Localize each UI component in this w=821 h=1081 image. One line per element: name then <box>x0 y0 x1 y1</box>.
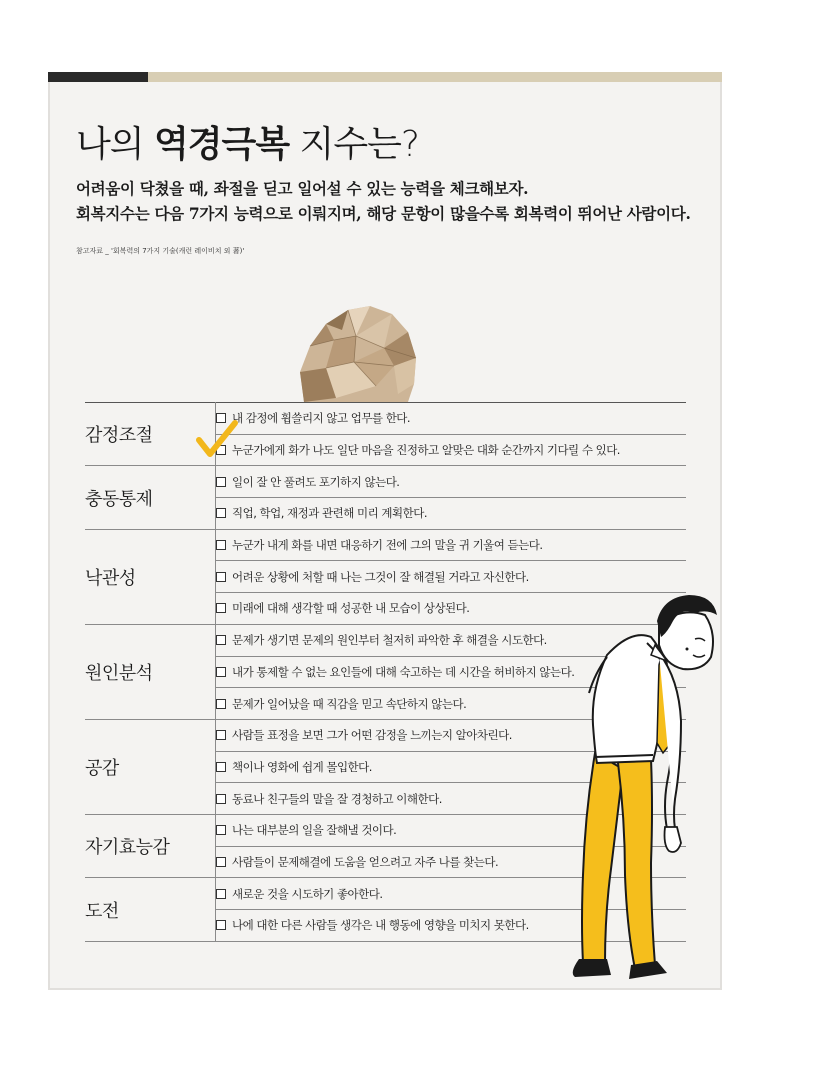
checkbox-icon[interactable] <box>216 699 226 709</box>
category-label: 자기효능감 <box>85 814 216 877</box>
tired-man-illustration <box>555 593 725 985</box>
checkbox-icon[interactable] <box>216 508 226 518</box>
checkbox-icon[interactable] <box>216 889 226 899</box>
checklist-row <box>85 529 686 561</box>
category-label: 도전 <box>85 878 216 941</box>
checklist-item-text: 새로운 것을 시도하기 좋아한다. <box>232 886 383 901</box>
checklist-item <box>216 434 687 466</box>
checklist-item-text: 나는 대부분의 일을 잘해낼 것이다. <box>232 823 397 838</box>
checkbox-icon[interactable] <box>216 730 226 740</box>
checkbox-icon[interactable] <box>216 825 226 835</box>
checklist-item-text: 일이 잘 안 풀려도 포기하지 않는다. <box>232 474 400 489</box>
checklist-item-text: 책이나 영화에 쉽게 몰입한다. <box>232 759 372 774</box>
checkbox-icon[interactable] <box>216 920 226 930</box>
accent-bar-dark <box>48 72 148 82</box>
checklist-item-text: 내가 통제할 수 없는 요인들에 대해 숙고하는 데 시간을 허비하지 않는다. <box>232 664 575 679</box>
category-label: 공감 <box>85 719 216 814</box>
checkmark-icon <box>196 420 238 458</box>
category-label: 낙관성 <box>85 529 216 624</box>
checkbox-icon[interactable] <box>216 635 226 645</box>
checklist-item-text: 나에 대한 다른 사람들 생각은 내 행동에 영향을 미치지 못한다. <box>232 918 529 933</box>
checklist-item <box>216 403 687 435</box>
checklist-item-text: 어려운 상황에 처할 때 나는 그것이 잘 해결될 거라고 자신한다. <box>232 569 529 584</box>
checklist-item-text: 내 감정에 휩쓸리지 않고 업무를 한다. <box>232 411 411 426</box>
checklist-item-text: 누군가에게 화가 나도 일단 마음을 진정하고 알맞은 대화 순간까지 기다릴 수 있다. <box>232 443 620 458</box>
category-label: 원인분석 <box>85 624 216 719</box>
checklist-item-text: 누군가 내게 화를 내면 대응하기 전에 그의 말을 귀 기울여 듣는다. <box>232 538 543 553</box>
accent-bar <box>48 72 722 82</box>
page-title: 나의 역경극복 지수는? <box>76 124 419 165</box>
checklist-item-text: 동료나 친구들의 말을 잘 경청하고 이해한다. <box>232 791 442 806</box>
category-label: 충동통제 <box>85 466 216 529</box>
checklist-item-text: 사람들이 문제해결에 도움을 얻으려고 자주 나를 찾는다. <box>232 854 499 869</box>
checklist-item <box>216 561 687 593</box>
category-label: 감정조절 <box>85 403 216 466</box>
checkbox-icon[interactable] <box>216 857 226 867</box>
reference-note: 참고자료 _ '회복력의 7가지 기술(캐런 레이비치 외 著)' <box>76 247 245 255</box>
checklist-item-text: 사람들 표정을 보면 그가 어떤 감정을 느끼는지 알아차린다. <box>232 728 512 743</box>
checkbox-icon[interactable] <box>216 667 226 677</box>
subtitle-line-2: 회복지수는 다음 7가지 능력으로 이뤄지며, 해당 문항이 많을수록 회복력이 뛰어난 사람이다. <box>76 204 691 223</box>
checklist-item <box>216 466 687 498</box>
checkbox-icon[interactable] <box>216 477 226 487</box>
checkbox-icon[interactable] <box>216 794 226 804</box>
crumpled-paper-illustration <box>296 302 422 404</box>
checkbox-icon[interactable] <box>216 603 226 613</box>
checkbox-icon[interactable] <box>216 572 226 582</box>
checkbox-icon[interactable] <box>216 540 226 550</box>
checkbox-icon[interactable] <box>216 762 226 772</box>
checklist-item-text: 문제가 생기면 문제의 원인부터 철저히 파악한 후 해결을 시도한다. <box>232 633 547 648</box>
checklist-item-text: 문제가 일어났을 때 직감을 믿고 속단하지 않는다. <box>232 696 467 711</box>
checklist-item <box>216 529 687 561</box>
subtitle-line-1: 어려움이 닥쳤을 때, 좌절을 딛고 일어설 수 있는 능력을 체크해보자. <box>76 179 529 198</box>
checklist-row <box>85 466 686 498</box>
checklist-item-text: 미래에 대해 생각할 때 성공한 내 모습이 상상된다. <box>232 601 470 616</box>
checklist-item-text: 직업, 학업, 재정과 관련해 미리 계획한다. <box>232 506 427 521</box>
checklist-item <box>216 498 687 530</box>
checklist-row <box>85 403 686 435</box>
page-subtitle <box>76 176 691 226</box>
